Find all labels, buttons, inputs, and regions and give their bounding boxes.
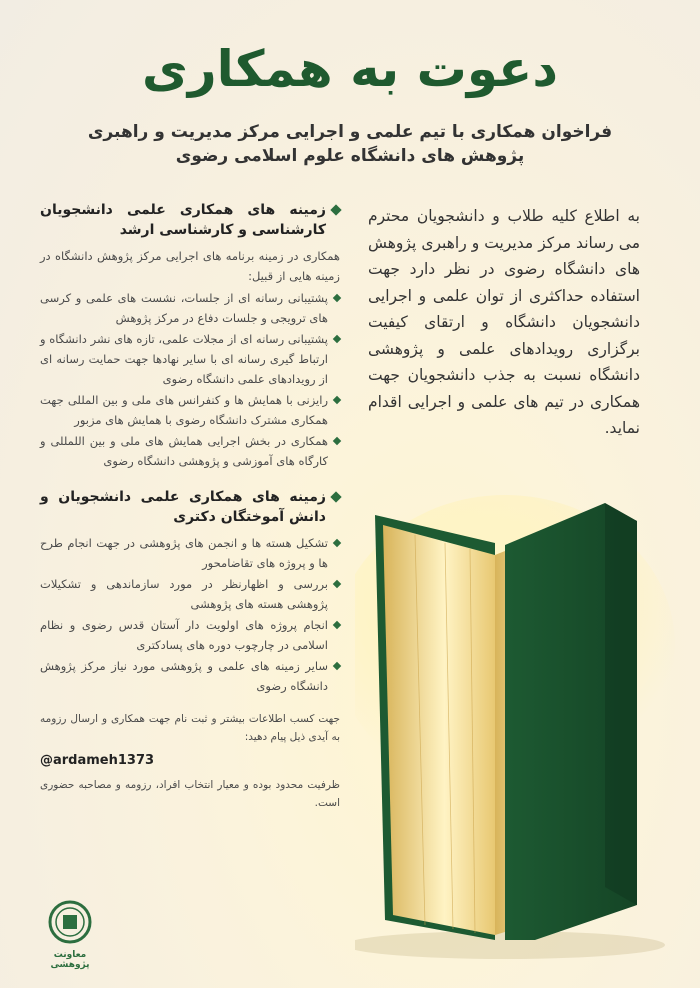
diamond-bullet-icon <box>333 662 341 670</box>
capacity-note: ظرفیت محدود بوده و معیار انتخاب افراد، رزومه و مصاحبه حضوری است. <box>40 779 340 809</box>
section-heading <box>40 487 340 527</box>
diamond-bullet-icon <box>333 539 341 547</box>
page-title: دعوت به همکاری <box>142 40 558 98</box>
university-logo <box>44 900 96 970</box>
diamond-bullet-icon <box>333 335 341 343</box>
diamond-bullet-icon <box>330 204 341 215</box>
contact-handle-link[interactable]: @ardameh1373 <box>40 753 155 768</box>
section-doctoral <box>40 487 340 696</box>
diamond-bullet-icon <box>333 437 341 445</box>
list-item: همکاری در بخش اجرایی همایش های ملی و بین اللمللی و کارگاه های آموزشی و پژوهشی دانشگاه رضوی <box>40 431 340 471</box>
seal-icon <box>48 900 92 944</box>
page-subtitle: فراخوان همکاری با تیم علمی و اجرایی مرکز مدیریت و راهبری پژوهش های دانشگاه علوم اسلامی رضوی <box>87 122 613 166</box>
section1-intro: همکاری در زمینه برنامه های اجرایی مرکز پژوهش دانشگاه در زمینه هایی از قبیل: <box>40 249 340 283</box>
book-illustration <box>355 485 685 960</box>
list-item: پشتیبانی رسانه ای از جلسات، نشست های علمی و کرسی های ترویجی و جلسات دفاع در مرکز پژوهش <box>40 288 340 328</box>
section-heading <box>40 200 340 240</box>
contact-text: جهت کسب اطلاعات بیشتر و ثبت نام جهت همکاری و ارسال رزومه به آیدی ذیل پیام دهید: <box>40 713 340 743</box>
list-item: بررسی و اظهارنظر در مورد سازماندهی و تشکیلات پژوهشی هسته های پژوهشی <box>40 574 340 614</box>
diamond-bullet-icon <box>330 491 341 502</box>
list-item: انجام پروژه های اولویت دار آستان قدس رضوی و نظام اسلامی در چارچوب دوره های پسادکتری <box>40 615 340 655</box>
list-item: رایزنی با همایش ها و کنفرانس های ملی و بین المللی جهت همکاری مشترک دانشگاه رضوی با همایش های مزبور <box>40 390 340 430</box>
diamond-bullet-icon <box>333 396 341 404</box>
diamond-bullet-icon <box>333 621 341 629</box>
section-undergrad <box>40 200 340 471</box>
logo-label: معاونت پژوهشی <box>50 950 90 970</box>
diamond-bullet-icon <box>333 580 341 588</box>
section2-heading: زمینه های همکاری علمی دانشجویان و دانش آموختگان دکتری <box>40 489 326 525</box>
book-left-pages <box>383 525 495 935</box>
list-item: تشکیل هسته ها و انجمن های پژوهشی در جهت انجام طرح ها و پروژه های تقاضامحور <box>40 533 340 573</box>
list-item: سایر زمینه های علمی و پژوهشی مورد نیاز مرکز پژوهش دانشگاه رضوی <box>40 656 340 696</box>
intro-paragraph: به اطلاع کلیه طلاب و دانشجویان محترم می رساند مرکز مدیریت و راهبری پژوهش های دانشگاه رضوی در نظر دارد جهت استفاده حداکثری از توان علمی و اجرایی دانشجویان دانشگاه و ارتقای کیفیت برگزاری رویدادهای علمی و پژوهشی دانشگاه نسبت به جذب دانشجویان جهت همکاری در تیم های علمی و اجرایی اقدام نماید. <box>368 207 640 437</box>
diamond-bullet-icon <box>333 294 341 302</box>
section1-heading: زمینه های همکاری علمی دانشجویان کارشناسی و کارشناسی ارشد <box>40 202 326 238</box>
list-item: پشتیبانی رسانه ای از مجلات علمی، تازه های نشر دانشگاه و ارتباط گیری رسانه ای با سایر نهادها جهت حمایت رسانه ای از رویدادهای علمی دانشگاه رضوی <box>40 329 340 389</box>
book-spine <box>605 503 637 905</box>
contact-info <box>40 710 340 812</box>
cooperation-column <box>40 200 340 812</box>
